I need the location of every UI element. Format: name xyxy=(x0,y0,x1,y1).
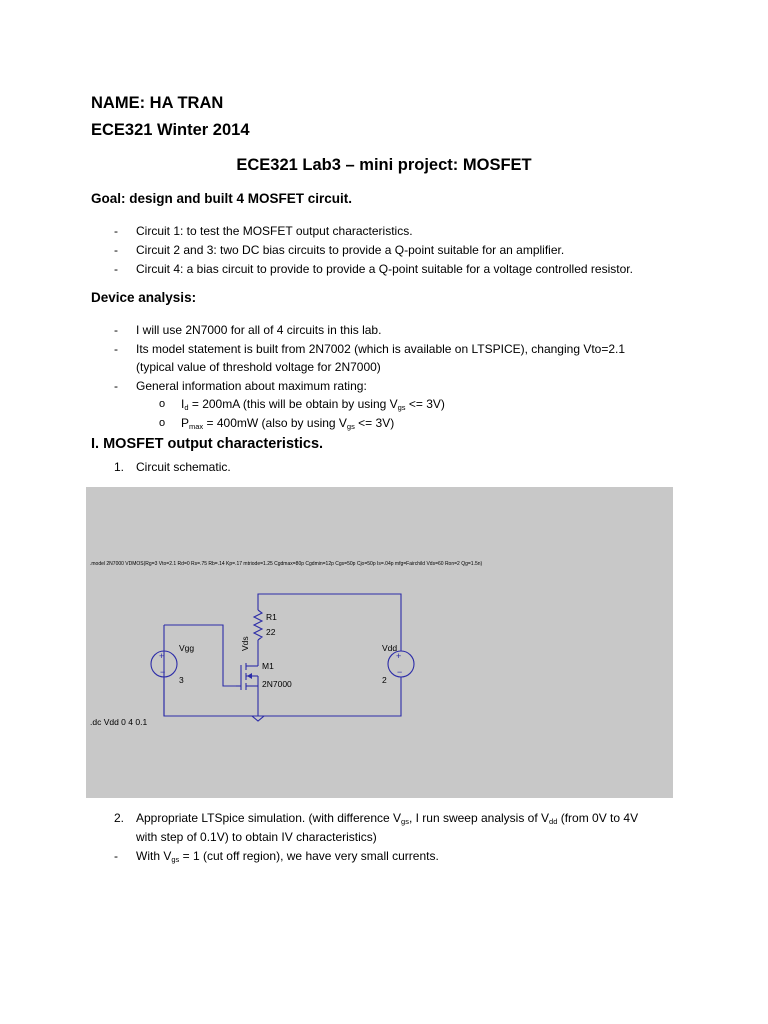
model-statement: .model 2N7000 VDMOS(Rg=3 Vto=2.1 Rd=0 Rs=.75 Rb=.14 Kp=.17 mtriode=1.25 Cgdmax=80p Cgdmin=12p Cgs=50p Cjo=50p Is=.04p mfg=Fairchild Vds=60 Ron=2 Qg=1.5n) xyxy=(90,561,483,567)
device-item-3: General information about maximum rating: xyxy=(136,379,367,393)
schematic-svg xyxy=(86,487,673,798)
step-number-1: 1. xyxy=(114,460,125,474)
device-item-2: Its model statement is built from 2N7002 (which is available on LTSPICE), changing Vto=2.1 xyxy=(136,342,626,356)
circuit-schematic xyxy=(86,487,673,798)
vgg-plus: + xyxy=(159,651,165,661)
goal-heading: Goal: design and built 4 MOSFET circuit. xyxy=(91,191,353,206)
m1-name: M1 xyxy=(262,661,274,671)
vdd-plus: + xyxy=(396,651,402,661)
sub-bullet: o xyxy=(159,417,166,429)
m1-part: 2N7000 xyxy=(262,679,292,689)
student-name: NAME: HA TRAN xyxy=(91,94,224,112)
list-dash: - xyxy=(114,323,118,337)
list-dash: - xyxy=(114,849,118,863)
vdd-name: Vdd xyxy=(382,643,398,653)
vds-label: Vds xyxy=(240,636,250,651)
vdd-value: 2 xyxy=(382,675,387,685)
list-dash: - xyxy=(114,379,118,393)
goal-item-2: Circuit 2 and 3: two DC bias circuits to provide a Q-point suitable for an amplifier. xyxy=(136,243,565,257)
rating-power: $P_{max} = 400mW$ (also by using $V_{gs} <= 3V$) xyxy=(181,416,395,431)
device-heading: Device analysis: xyxy=(91,290,197,305)
r1-name: R1 xyxy=(266,612,277,622)
sub-bullet: o xyxy=(159,398,166,410)
step-1-text: Circuit schematic. xyxy=(136,460,231,474)
step-number-2: 2. xyxy=(114,811,125,825)
list-dash: - xyxy=(114,262,118,276)
vgg-value: 3 xyxy=(179,675,184,685)
vgg-minus: − xyxy=(160,667,166,677)
m1-body-arrow xyxy=(247,673,252,679)
section-heading: I. MOSFET output characteristics. xyxy=(91,436,324,452)
list-dash: - xyxy=(114,243,118,257)
device-item-1: I will use 2N7000 for all of 4 circuits in this lab. xyxy=(136,323,382,337)
list-dash: - xyxy=(114,342,118,356)
device-item-2-continued: (typical value of threshold voltage for 2N7000) xyxy=(136,360,381,374)
document-title: ECE321 Lab3 – mini project: MOSFET xyxy=(236,156,532,174)
step-2-text: Appropriate LTSpice simulation. (with difference $V_{gs}$, I run sweep analysis of $V_{dd}$ (from 0V to 4V xyxy=(136,811,639,826)
r1-symbol xyxy=(254,610,262,640)
step-2-text-continued: with step of 0.1V) to obtain IV characteristics) xyxy=(136,830,377,844)
goal-item-1: Circuit 1: to test the MOSFET output characteristics. xyxy=(136,224,413,238)
m1-symbol xyxy=(236,652,258,694)
vdd-minus: − xyxy=(397,667,403,677)
step-3-text: With $V_{gs} = 1$ (cut off region), we have very small currents. xyxy=(136,849,439,864)
ground-symbol xyxy=(252,716,264,721)
list-dash: - xyxy=(114,224,118,238)
course-line: ECE321 Winter 2014 xyxy=(91,121,250,139)
rating-current: $I_d = 200mA$ (this will be obtain by using $V_{gs} <= 3V$) xyxy=(181,397,445,412)
vgg-name: Vgg xyxy=(179,643,195,653)
wires xyxy=(164,594,401,716)
dc-sweep-directive: .dc Vdd 0 4 0.1 xyxy=(90,717,148,727)
r1-value: 22 xyxy=(266,627,276,637)
goal-item-3: Circuit 4: a bias circuit to provide to provide a Q-point suitable for a voltage controlled resistor. xyxy=(136,262,633,276)
